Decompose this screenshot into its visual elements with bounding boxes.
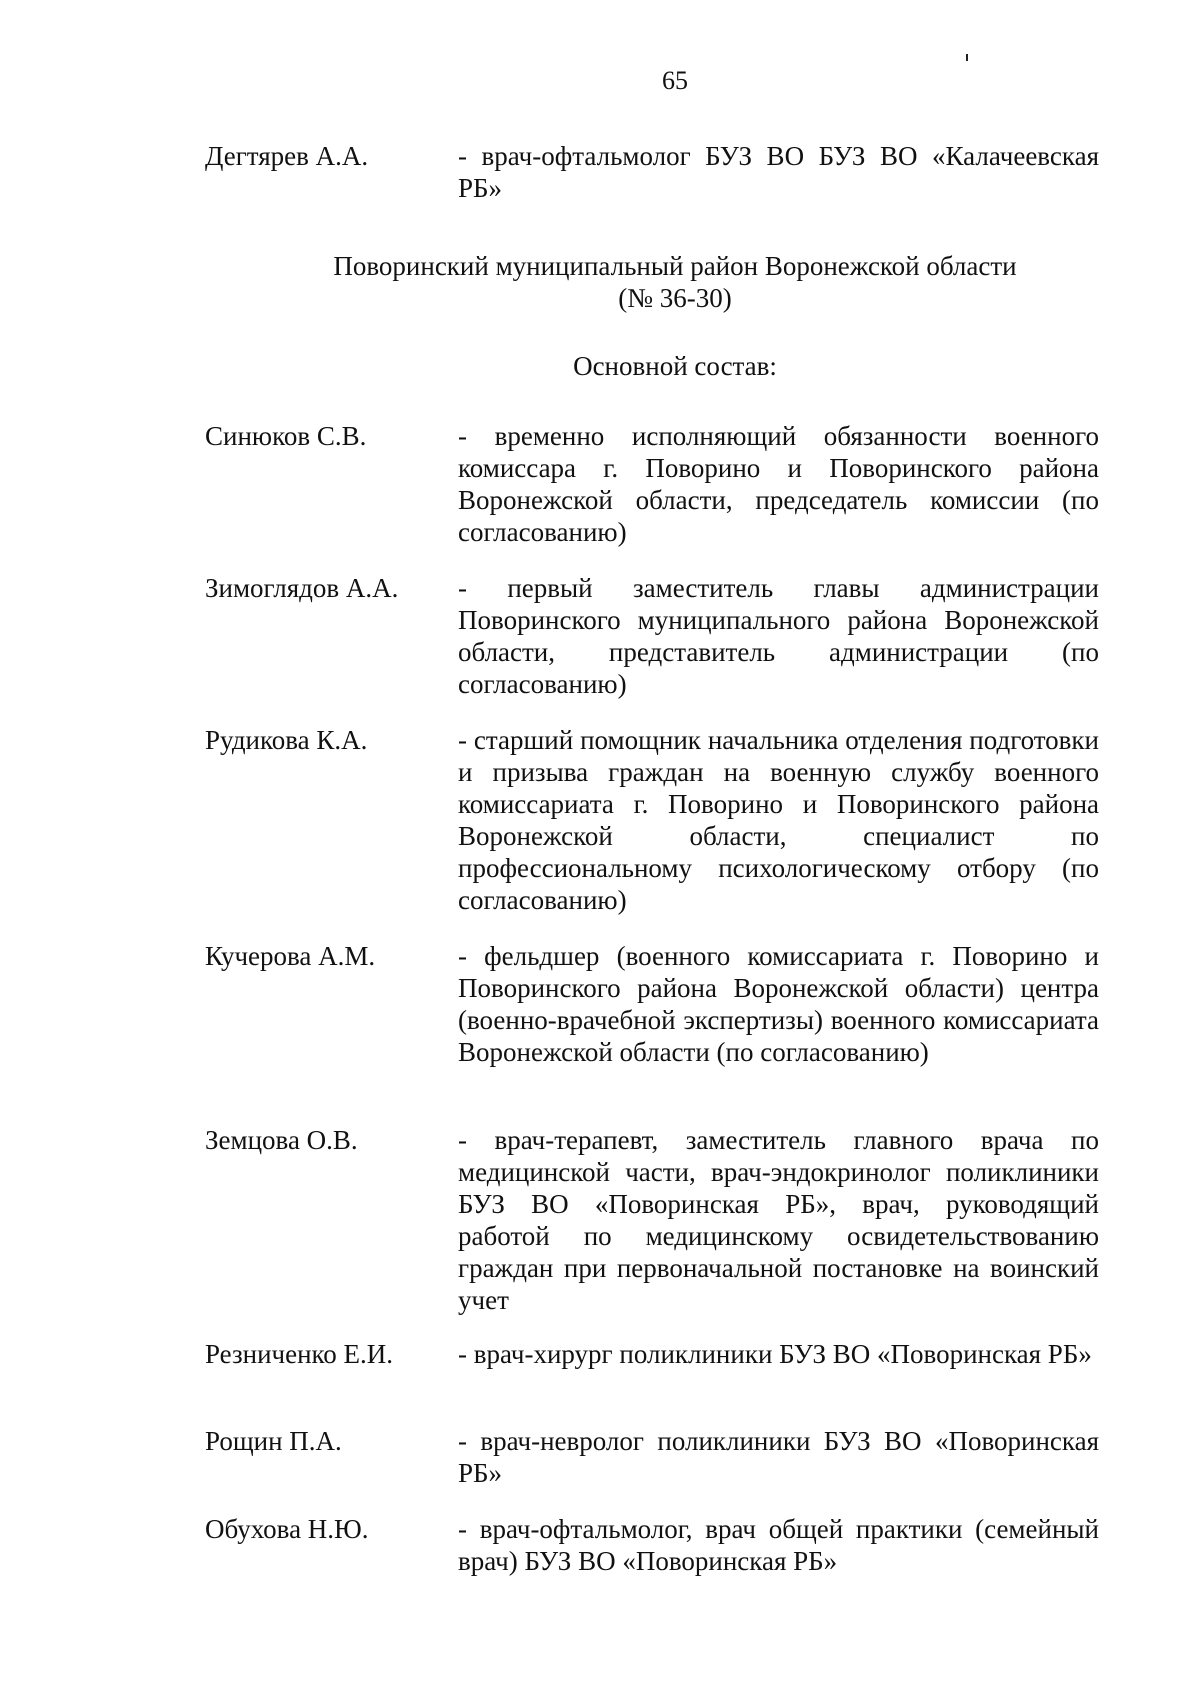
member-name: Кучерова А.М.: [205, 941, 376, 971]
member-description: - первый заместитель главы администрации Поворинского муниципального района Воронежской области, представитель администрации (по согласованию): [458, 573, 1099, 699]
entry-description: - врач-офтальмолог БУЗ ВО БУЗ ВО «Калачеевская РБ»: [458, 141, 1099, 203]
member-description: - старший помощник начальника отделения подготовки и призыва граждан на военную службу военного комиссариата г. Поворино и Поворинского района Воронежской области, специалист по профессиональному психологическому отбору (по согласованию): [458, 725, 1099, 915]
page-number: 65: [662, 66, 688, 95]
scan-mark: [966, 54, 968, 61]
section-title: Поворинский муниципальный район Воронежской области: [333, 251, 1017, 281]
member-description: - врач-невролог поликлиники БУЗ ВО «Поворинская РБ»: [458, 1426, 1099, 1488]
member-description: - фельдшер (военного комиссариата г. Поворино и Поворинского района Воронежской области) центра (военно-врачебной экспертизы) военного комиссариата Воронежской области (по согласованию): [458, 941, 1099, 1067]
member-name: Синюков С.В.: [205, 421, 367, 451]
section-subtitle: Основной состав:: [573, 351, 777, 381]
member-description: - временно исполняющий обязанности военного комиссара г. Поворино и Поворинского района Воронежской области, председатель комиссии (по согласованию): [458, 421, 1099, 547]
member-description: - врач-хирург поликлиники БУЗ ВО «Поворинская РБ»: [458, 1339, 1092, 1369]
entry-name: Дегтярев А.А.: [205, 141, 369, 171]
member-description: - врач-офтальмолог, врач общей практики (семейный врач) БУЗ ВО «Поворинская РБ»: [458, 1514, 1099, 1576]
section-number: (№ 36-30): [618, 283, 732, 313]
member-name: Рудикова К.А.: [205, 725, 368, 755]
member-name: Земцова О.В.: [205, 1125, 358, 1155]
member-name: Обухова Н.Ю.: [205, 1514, 369, 1544]
member-name: Зимоглядов А.А.: [205, 573, 399, 603]
member-name: Рощин П.А.: [205, 1426, 342, 1456]
member-name: Резниченко Е.И.: [205, 1339, 394, 1369]
member-description: - врач-терапевт, заместитель главного врача по медицинской части, врач-эндокринолог поликлиники БУЗ ВО «Поворинская РБ», врач, руководящий работой по медицинскому освидетельствованию граждан при первоначальной постановке на воинский учет: [458, 1125, 1099, 1315]
